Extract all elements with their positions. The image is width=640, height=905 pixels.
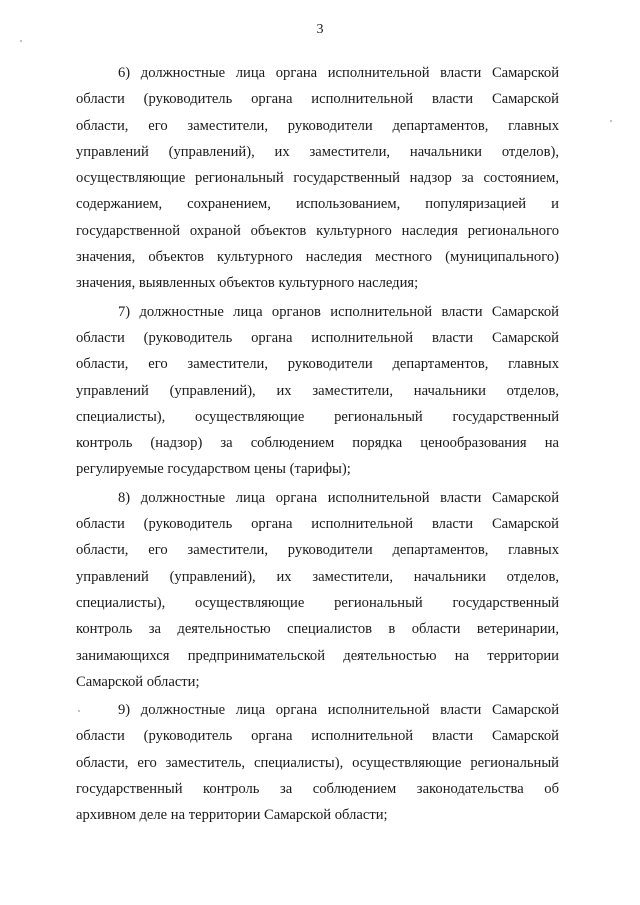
text-line: государственной охраной объектов культурного наследия регионального bbox=[76, 222, 559, 239]
text-line: контроль за деятельностью специалистов в области ветеринарии, bbox=[76, 621, 559, 638]
text-line: управлений (управлений), их заместители, начальники отделов, bbox=[76, 382, 559, 399]
scan-speck bbox=[20, 40, 22, 42]
text-line: государственный контроль за соблюдением законодательства об bbox=[76, 781, 559, 798]
paragraph-item-7 bbox=[76, 299, 559, 483]
text-line: управлений (управлений), их заместители, начальники отделов), bbox=[76, 143, 559, 160]
text-line: области (руководитель органа исполнительной власти Самарской bbox=[76, 329, 559, 346]
text-line: архивном деле на территории Самарской области; bbox=[76, 807, 388, 824]
scan-speck bbox=[78, 710, 80, 712]
text-line: Самарской области; bbox=[76, 673, 200, 690]
text-line: 9) должностные лица органа исполнительной власти Самарской bbox=[118, 702, 559, 719]
text-line: регулируемые государством цены (тарифы); bbox=[76, 461, 351, 478]
text-line: управлений (управлений), их заместители, начальники отделов, bbox=[76, 568, 559, 585]
text-line: значения, выявленных объектов культурного наследия; bbox=[76, 275, 419, 292]
text-line: специалисты), осуществляющие региональный государственный bbox=[76, 408, 559, 425]
paragraph-item-6 bbox=[76, 60, 559, 297]
text-line: занимающихся предпринимательской деятельностью на территории bbox=[76, 647, 559, 664]
text-line: осуществляющие региональный государственный надзор за состоянием, bbox=[76, 170, 559, 187]
text-line: области, его заместители, руководители департаментов, главных bbox=[76, 117, 559, 134]
document-body bbox=[76, 60, 559, 829]
text-line: 7) должностные лица органов исполнительной власти Самарской bbox=[118, 303, 559, 320]
text-line: области, его заместитель, специалисты), осуществляющие региональный bbox=[76, 754, 559, 771]
paragraph-item-9 bbox=[76, 697, 559, 828]
paragraph-item-8 bbox=[76, 485, 559, 695]
text-line: значения, объектов культурного наследия местного (муниципального) bbox=[76, 249, 559, 266]
text-line: 8) должностные лица органа исполнительной власти Самарской bbox=[118, 489, 559, 506]
text-line: содержанием, сохранением, использованием, популяризацией и bbox=[76, 196, 559, 213]
page-number: 3 bbox=[316, 22, 324, 37]
text-line: 6) должностные лица органа исполнительной власти Самарской bbox=[118, 65, 559, 81]
text-line: области (руководитель органа исполнительной власти Самарской bbox=[76, 516, 559, 533]
text-line: области, его заместители, руководители департаментов, главных bbox=[76, 542, 559, 559]
text-line: области, его заместители, руководители департаментов, главных bbox=[76, 356, 559, 373]
text-line: контроль (надзор) за соблюдением порядка ценообразования на bbox=[76, 435, 559, 452]
text-line: области (руководитель органа исполнительной власти Самарской bbox=[76, 91, 559, 108]
text-line: специалисты), осуществляющие региональный государственный bbox=[76, 594, 559, 611]
text-line: области (руководитель органа исполнительной власти Самарской bbox=[76, 728, 559, 745]
scan-speck bbox=[610, 120, 612, 122]
